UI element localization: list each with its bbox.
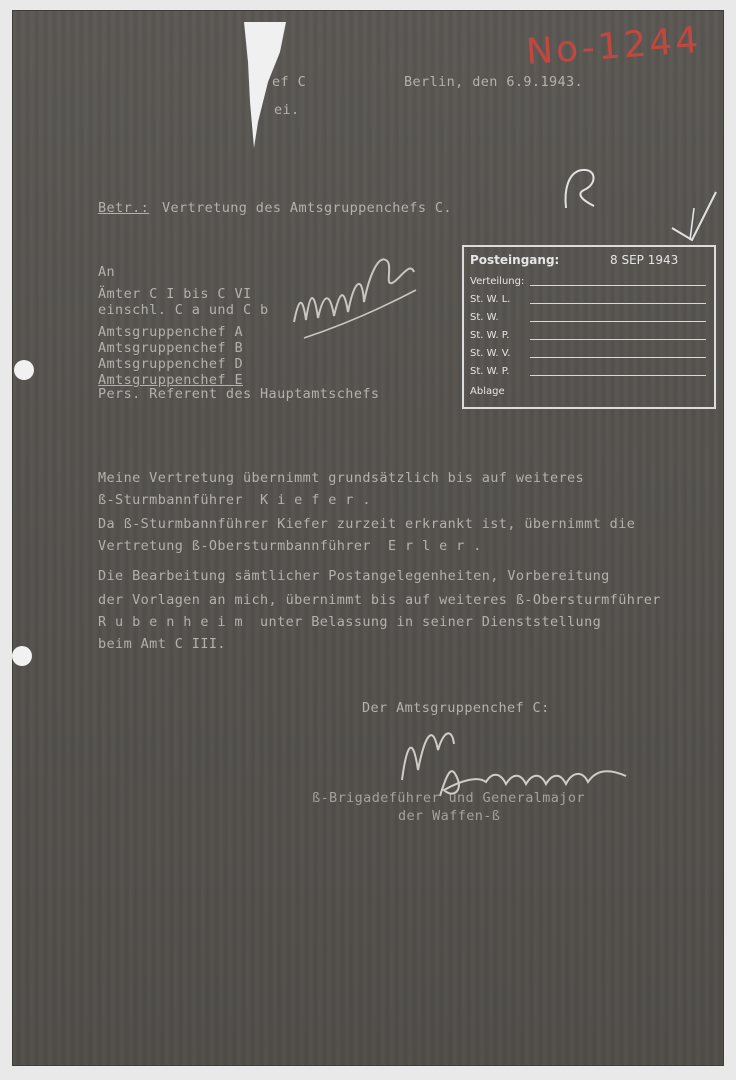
handwritten-check-mark [664, 188, 724, 248]
stamp-title: Posteingang: [470, 253, 560, 267]
body-line: Meine Vertretung übernimmt grundsätzlich bis auf weiteres [98, 470, 585, 486]
body-line: ß-Sturmbannführer K i e f e r . [98, 492, 371, 508]
subject-text: Vertretung des Amtsgruppenchefs C. [162, 200, 452, 216]
body-line: Vertretung ß-Obersturmbannführer E r l e r . [98, 538, 482, 554]
stamp-row [470, 343, 706, 361]
stamp-row-label: St. W. P. [470, 366, 510, 377]
handwritten-initials [284, 232, 424, 352]
place-date: Berlin, den 6.9.1943. [404, 74, 584, 90]
recipient-line: einschl. C a und C b [98, 302, 269, 318]
subject-label: Betr.: [98, 200, 150, 216]
body-line: beim Amt C III. [98, 636, 226, 652]
recipient-line: Ämter C I bis C VI [98, 286, 252, 302]
stamp-row [470, 325, 706, 343]
punch-hole-bottom [12, 646, 32, 666]
document-page [12, 10, 724, 1066]
stamp-row-label: Verteilung: [470, 276, 525, 287]
rank-line-2: der Waffen-ß [398, 808, 501, 824]
recipients-intro: An [98, 264, 116, 280]
stamp-row-label: St. W. P. [470, 330, 510, 341]
recipient-line: Amtsgruppenchef B [98, 340, 243, 356]
sender-line-2: ei. [274, 102, 300, 118]
document-reference-number: No-1244 [524, 19, 703, 74]
stamp-row-label: St. W. [470, 312, 499, 323]
body-line: der Vorlagen an mich, übernimmt bis auf weiteres ß-Obersturmführer [98, 592, 661, 608]
recipient-line: Amtsgruppenchef A [98, 324, 243, 340]
stamp-row [470, 271, 706, 289]
body-line: R u b e n h e i m unter Belassung in seiner Dienststellung [98, 614, 602, 630]
stamp-row [470, 361, 706, 379]
recipient-line: Amtsgruppenchef E [98, 372, 243, 388]
body-line: Da ß-Sturmbannführer Kiefer zurzeit erkrankt ist, übernimmt die [98, 516, 636, 532]
closing-line: Der Amtsgruppenchef C: [362, 700, 550, 716]
stamp-row [470, 289, 706, 307]
stamp-row-label: Ablage [470, 386, 505, 397]
stamp-row [470, 381, 706, 399]
recipient-line: Pers. Referent des Hauptamtschefs [98, 386, 380, 402]
stamp-row-label: St. W. L. [470, 294, 511, 305]
receipt-stamp [462, 245, 716, 409]
rank-line-1: ß-Brigadeführer und Generalmajor [312, 790, 585, 806]
recipient-line: Amtsgruppenchef D [98, 356, 243, 372]
sender-line-1: ef C [272, 74, 307, 90]
handwritten-initial-mark [552, 160, 612, 220]
stamp-row-label: St. W. V. [470, 348, 511, 359]
punch-hole-top [14, 360, 34, 380]
stamp-date: 8 SEP 1943 [610, 253, 679, 267]
stamp-row [470, 307, 706, 325]
body-line: Die Bearbeitung sämtlicher Postangelegenheiten, Vorbereitung [98, 568, 610, 584]
